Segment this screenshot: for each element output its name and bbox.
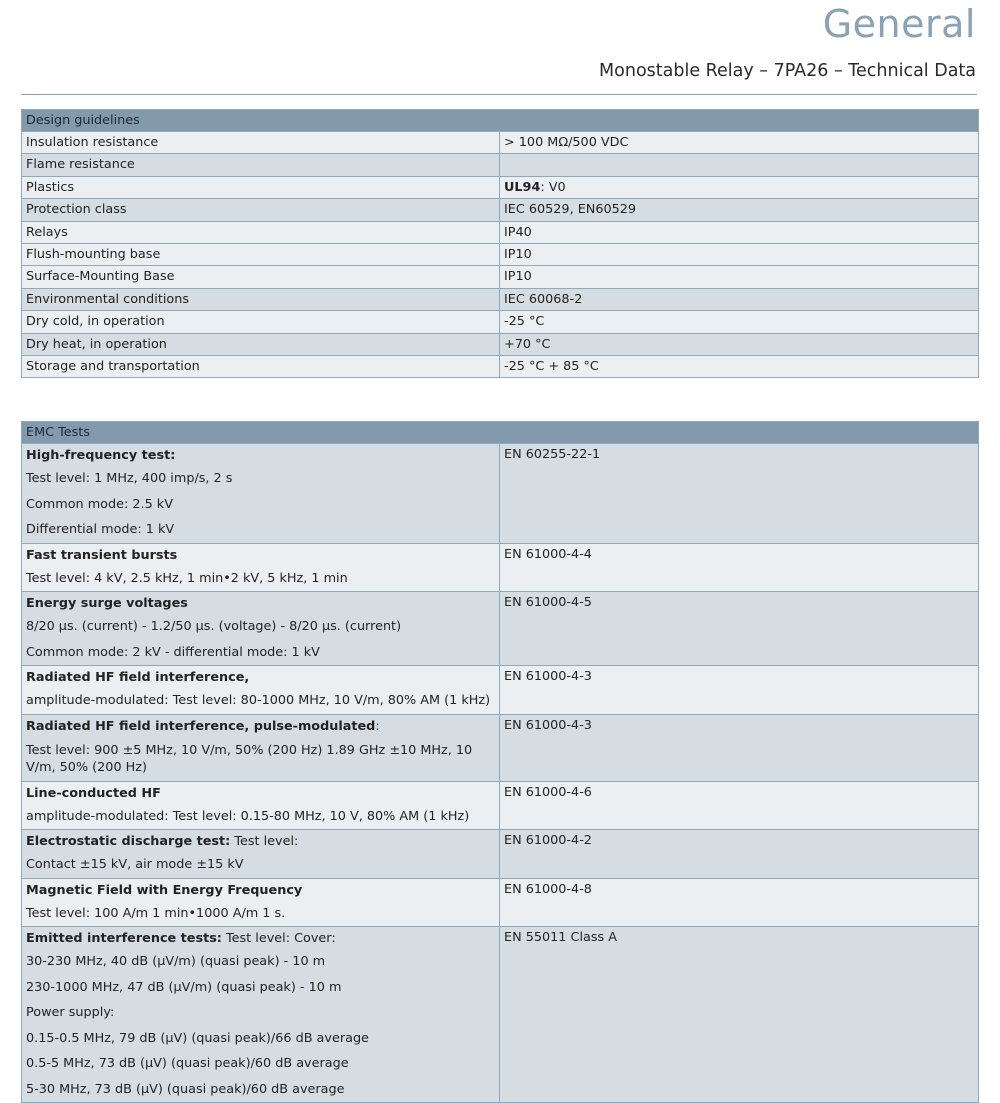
test-title-rest: Test level: <box>230 834 299 849</box>
test-line: Contact ±15 kV, air mode ±15 kV <box>26 857 244 872</box>
test-title: Energy surge voltages <box>26 596 188 611</box>
test-title <box>26 717 495 737</box>
table-row <box>22 781 979 830</box>
row-value: +70 °C <box>500 333 979 355</box>
table-row <box>22 176 979 198</box>
test-standard: EN 61000-4-5 <box>500 592 979 666</box>
test-standard: EN 61000-4-6 <box>500 781 979 830</box>
test-title: Radiated HF field interference, <box>26 670 250 685</box>
title-divider <box>21 94 977 95</box>
row-value-bold: UL94 <box>504 179 541 195</box>
table-row <box>22 830 979 879</box>
row-label: Environmental conditions <box>22 288 500 310</box>
row-value: IEC 60068-2 <box>500 288 979 310</box>
test-title-rest: : <box>375 718 380 734</box>
test-standard: EN 60255-22-1 <box>500 444 979 544</box>
row-value: IEC 60529, EN60529 <box>500 199 979 221</box>
test-description <box>22 714 500 781</box>
emc-tests-table <box>21 421 979 1103</box>
table-row <box>22 714 979 781</box>
table-header-row <box>22 110 979 132</box>
row-label: Flame resistance <box>22 154 500 176</box>
row-value: > 100 MΩ/500 VDC <box>500 132 979 154</box>
table-row <box>22 243 979 265</box>
row-value: -25 °C <box>500 311 979 333</box>
test-line: 230-1000 MHz, 47 dB (µV/m) (quasi peak) - 10 m <box>26 979 342 995</box>
test-line: Common mode: 2.5 kV <box>26 496 173 512</box>
test-standard: EN 61000-4-3 <box>500 666 979 715</box>
test-title-rest: Test level: Cover: <box>221 931 336 946</box>
row-value <box>500 154 979 176</box>
table-row <box>22 592 979 666</box>
table-row <box>22 444 979 544</box>
test-line: Test level: 4 kV, 2.5 kHz, 1 min•2 kV, 5 kHz, 1 min <box>26 570 348 586</box>
test-line: Power supply: <box>26 1005 115 1020</box>
test-standard: EN 61000-4-8 <box>500 878 979 927</box>
test-description <box>22 592 500 666</box>
row-label: Flush-mounting base <box>22 243 500 265</box>
test-line: 5-30 MHz, 73 dB (µV) (quasi peak)/60 dB average <box>26 1081 345 1097</box>
test-description <box>22 543 500 592</box>
test-line: Common mode: 2 kV - differential mode: 1 kV <box>26 644 320 660</box>
test-line: amplitude-modulated: Test level: 0.15-80 MHz, 10 V, 80% AM (1 kHz) <box>26 808 470 824</box>
test-description <box>22 444 500 544</box>
test-line: 8/20 µs. (current) - 1.2/50 µs. (voltage) - 8/20 µs. (current) <box>26 619 402 634</box>
test-line: 30-230 MHz, 40 dB (µV/m) (quasi peak) - 10 m <box>26 954 326 969</box>
test-title-text: Emitted interference tests: <box>26 931 222 946</box>
test-title: Line-conducted HF <box>26 785 161 801</box>
table-row <box>22 311 979 333</box>
table-row <box>22 927 979 1103</box>
page-subtitle: Monostable Relay – 7PA26 – Technical Data <box>599 61 976 81</box>
row-label: Protection class <box>22 199 500 221</box>
table-row <box>22 333 979 355</box>
test-standard: EN 55011 Class A <box>500 927 979 1103</box>
table-row <box>22 878 979 927</box>
row-value <box>500 176 979 198</box>
row-value: IP40 <box>500 221 979 243</box>
test-standard: EN 61000-4-2 <box>500 830 979 879</box>
test-title: Magnetic Field with Energy Frequency <box>26 882 303 898</box>
row-label: Dry cold, in operation <box>22 311 500 333</box>
table-row <box>22 355 979 377</box>
test-description <box>22 666 500 715</box>
test-standard: EN 61000-4-3 <box>500 714 979 781</box>
emc-tests-heading: EMC Tests <box>22 422 979 444</box>
test-line: Test level: 100 A/m 1 min•1000 A/m 1 s. <box>26 905 286 921</box>
test-description <box>22 878 500 927</box>
row-label: Storage and transportation <box>22 355 500 377</box>
table-row <box>22 154 979 176</box>
row-label: Relays <box>22 221 500 243</box>
test-title-text: Radiated HF field interference, pulse-modulated <box>26 718 376 734</box>
table-row <box>22 266 979 288</box>
table-row <box>22 543 979 592</box>
test-title <box>26 929 495 949</box>
table-row <box>22 199 979 221</box>
row-label: Dry heat, in operation <box>22 333 500 355</box>
test-description <box>22 781 500 830</box>
row-value: -25 °C + 85 °C <box>500 355 979 377</box>
test-line: Test level: 900 ±5 MHz, 10 V/m, 50% (200 Hz) 1.89 GHz ±10 MHz, 10 V/m, 50% (200 Hz) <box>26 742 473 775</box>
test-standard: EN 61000-4-4 <box>500 543 979 592</box>
test-title <box>26 832 495 852</box>
row-label: Surface-Mounting Base <box>22 266 500 288</box>
page-title: General <box>822 2 976 46</box>
design-guidelines-heading: Design guidelines <box>22 110 979 132</box>
test-line: Test level: 1 MHz, 400 imp/s, 2 s <box>26 471 233 486</box>
test-title-text: Electrostatic discharge test: <box>26 834 231 849</box>
test-title: High-frequency test: <box>26 448 176 463</box>
table-row <box>22 666 979 715</box>
test-description <box>22 927 500 1103</box>
row-value-rest: : V0 <box>540 179 566 195</box>
test-title: Fast transient bursts <box>26 547 178 563</box>
row-value: IP10 <box>500 266 979 288</box>
test-line: Differential mode: 1 kV <box>26 522 175 537</box>
table-header-row <box>22 422 979 444</box>
table-row <box>22 288 979 310</box>
table-row <box>22 221 979 243</box>
test-line: 0.5-5 MHz, 73 dB (µV) (quasi peak)/60 dB average <box>26 1056 349 1071</box>
row-value: IP10 <box>500 243 979 265</box>
test-line: amplitude-modulated: Test level: 80-1000 MHz, 10 V/m, 80% AM (1 kHz) <box>26 693 491 708</box>
design-guidelines-table <box>21 109 979 378</box>
test-description <box>22 830 500 879</box>
row-label: Plastics <box>22 176 500 198</box>
row-label: Insulation resistance <box>22 132 500 154</box>
test-line: 0.15-0.5 MHz, 79 dB (µV) (quasi peak)/66 dB average <box>26 1030 369 1046</box>
table-row <box>22 132 979 154</box>
